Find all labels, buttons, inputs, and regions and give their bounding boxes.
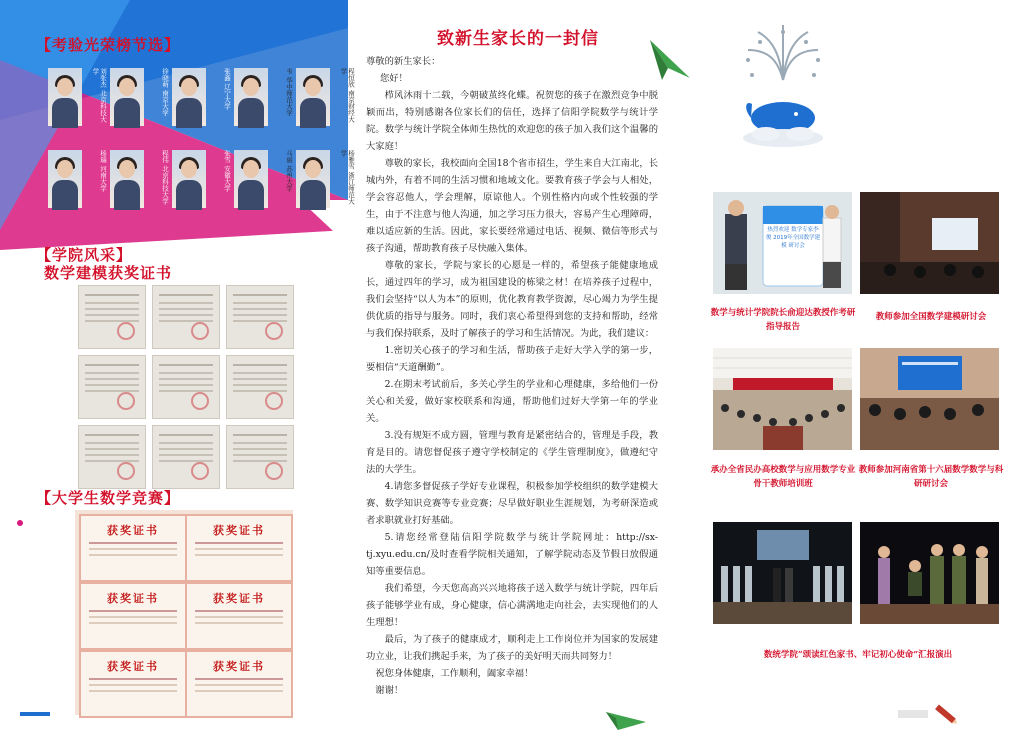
caption-training-class: 承办全省民办高校数学与应用数学专业骨干教师培训班 xyxy=(710,465,856,489)
award-certificate xyxy=(79,514,187,582)
graduates-row-2 xyxy=(48,150,354,208)
fountain-whale-icon xyxy=(738,20,828,160)
graduates-row-1 xyxy=(48,68,354,126)
letter-paragraph: 我们希望，今天您高高兴兴地将孩子送入数学与统计学院，四年后孩子能够学业有成，身心健康，信心满满地走向社会，去实现他们的人生理想！ xyxy=(366,583,658,628)
pencil-icon xyxy=(898,700,958,730)
caption-provincial-seminar: 教师参加河南省第十六届数学数学与科研研讨会 xyxy=(858,465,1004,489)
graduate-photo xyxy=(234,150,268,208)
letter-title: 致新生家长的一封信 xyxy=(437,29,599,49)
caption-performance: 数统学院“颂读红色家书、牢记初心使命”汇报演出 xyxy=(763,650,953,660)
graduate-photo xyxy=(48,68,82,126)
graduate-card xyxy=(234,150,292,208)
college-style-title: 【学院风采】 xyxy=(36,246,133,264)
award-certificate xyxy=(79,650,187,718)
letter-greeting: 您好！ xyxy=(379,73,408,84)
left-panel xyxy=(0,0,355,739)
graduate-card xyxy=(110,150,168,208)
graduate-card xyxy=(48,150,106,208)
graduate-caption: 杨瑞 河南大学 xyxy=(99,150,107,192)
competition-award-photo xyxy=(75,510,293,715)
letter-paragraph: 1.密切关心孩子的学习和生活，帮助孩子走好大学入学的第一步，要相信“天道酬勤”。 xyxy=(366,345,658,373)
letter-panel xyxy=(348,0,688,739)
letter-paragraph: 最后，为了孩子的健康成才，顺利走上工作岗位并为国家的发展建功立业，让我们携起手来，为了孩子的美好明天而共同努力！ xyxy=(366,634,658,662)
graduate-photo xyxy=(234,68,268,126)
photo-dean-lecture xyxy=(713,192,852,294)
award-certificate xyxy=(185,650,293,718)
graduate-photo xyxy=(296,68,330,126)
graduate-caption: 程恒欣 南京财经大学 xyxy=(339,68,355,123)
letter-paragraph: 5.请您经常登陆信阳学院数学与统计学院网址：http://sx-tj.xyu.edu.cn/及时查看学院相关通知，了解学院动态及节假日放假通知等重要信息。 xyxy=(366,532,658,577)
photo-performance-1 xyxy=(713,522,852,624)
graduate-photo xyxy=(110,150,144,208)
photo-modeling-seminar xyxy=(860,192,999,294)
graduate-photo xyxy=(172,68,206,126)
graduate-caption: 张雪 安徽大学 xyxy=(223,150,231,192)
honor-roll-title: 【考验光荣榜节选】 xyxy=(36,36,181,54)
letter-salutation: 尊敬的新生家长： xyxy=(366,56,441,67)
graduate-caption: 张鑫 辽宁大学 xyxy=(223,68,231,110)
modeling-certificate xyxy=(226,425,294,489)
letter-wish: 祝您身体健康，工作顺利，阖家幸福！ xyxy=(375,668,534,679)
award-certificate xyxy=(185,514,293,582)
modeling-certificate xyxy=(152,355,220,419)
award-label: 获奖证书 xyxy=(213,592,265,605)
award-label: 获奖证书 xyxy=(213,524,265,537)
modeling-certificate xyxy=(226,355,294,419)
math-competition-title: 【大学生数学竞赛】 xyxy=(36,489,181,507)
graduate-card xyxy=(48,68,106,126)
graduate-caption: 程伟 北京科技大学 xyxy=(161,150,169,205)
graduate-photo xyxy=(110,68,144,126)
award-certificate xyxy=(185,582,293,650)
graduate-card xyxy=(296,68,354,126)
modeling-certificate xyxy=(78,285,146,349)
graduate-photo xyxy=(172,150,206,208)
photos-panel xyxy=(688,0,1024,739)
letter-paragraph: 2.在期末考试前后，多关心学生的学业和心理健康，多给他们一份关心和关爱，做好家校联系和沟通，帮助他们过好大学第一年的学业关。 xyxy=(366,379,658,424)
award-label: 获奖证书 xyxy=(107,524,159,537)
letter-paragraph: 4.请您多督促孩子学好专业课程，积极参加学校组织的数学建模大赛、数学知识竞赛等专业竞赛；尽早做好职业生涯规划，为考研深造或者求职就业打好基础。 xyxy=(366,481,658,526)
graduate-photo xyxy=(296,150,330,208)
award-certificate xyxy=(79,582,187,650)
letter-thanks: 谢谢！ xyxy=(375,685,404,696)
letter-paragraph: 栉风沐雨十二载，今朝破茧终化蝶。祝贺您的孩子在激烈竞争中脱颖而出，特别感谢各位家长们的信任，选择了信阳学院数学与统计学院。数学与统计学院全体师生热忱的欢迎您的孩子加入我们这个温馨的大家庭！ xyxy=(366,90,658,152)
graduate-card xyxy=(172,150,230,208)
modeling-certificate xyxy=(226,285,294,349)
letter-paragraph: 尊敬的家长，学院与家长的心愿是一样的，希望孩子能健康地成长，通过四年的学习，成为祖国建设的栋梁之材！在培养孩子过程中，我们会坚持“以人为本”的原则，优化教育教学资源，尽心竭力为学生提供优质的指导与服务。同时，我们衷心希望得到您的支持和帮助，经常与我们保持联系，及时了解孩子的学习和生活情况。为此，我们建议： xyxy=(366,260,658,339)
modeling-cert-grid xyxy=(78,285,294,489)
modeling-certificate xyxy=(78,355,146,419)
graduate-caption: 韦 华中师范大学 xyxy=(285,68,293,116)
letter-paragraph: 3.没有规矩不成方圆，管理与教育是紧密结合的，管理是手段，教育是目的。请您督促孩子遵守学校制定的《学生管理制度》，做遵纪守法的大学生。 xyxy=(366,430,658,475)
graduate-photo xyxy=(48,150,82,208)
paper-plane-icon-bottom xyxy=(606,700,646,730)
award-label: 获奖证书 xyxy=(107,592,159,605)
photo-performance-2 xyxy=(860,522,999,624)
modeling-certificate xyxy=(152,285,220,349)
modeling-certificate xyxy=(152,425,220,489)
photo-provincial-seminar xyxy=(860,348,999,450)
award-label: 获奖证书 xyxy=(107,660,159,673)
caption-modeling-seminar: 教师参加全国数学建模研讨会 xyxy=(875,312,987,322)
caption-dean-lecture: 数学与统计学院院长俞迎达教授作考研指导报告 xyxy=(710,308,856,332)
letter-paragraph: 尊敬的家长，我校面向全国18个省市招生，学生来自大江南北，长城内外，有着不同的生活习惯和地域文化。要教育孩子学会与人相处，学会容忍他人，学会理解，原谅他人。个别性格内向或个性较强的学生，由于不注意与他人沟通，加之学习压力很大，容易产生心理障碍，难以适应新的生活。因此，家长要经常通过电话、视频、微信等形式与孩子沟通，帮助教育孩子尽快融入集体。 xyxy=(366,158,658,254)
graduate-caption: 刘张杰 北京科技大学 xyxy=(91,68,107,123)
graduate-card xyxy=(172,68,230,126)
graduate-caption: 杨雅雪 浙江师范大学 xyxy=(339,150,355,205)
modeling-certificate xyxy=(78,425,146,489)
graduate-card xyxy=(234,68,292,126)
photo-banner-text: 热烈欢迎 数学专家李俊 2019年全国数学建模 研讨会 xyxy=(765,227,821,249)
graduate-caption: 马丽 苏州大学 xyxy=(285,150,293,192)
modeling-cert-subtitle: 数学建模获奖证书 xyxy=(44,264,173,282)
graduate-card xyxy=(110,68,168,126)
graduate-card xyxy=(296,150,354,208)
graduate-caption: 徐晓萌 南京大学 xyxy=(161,68,169,116)
photo-training-class xyxy=(713,348,852,450)
letter-body xyxy=(366,53,658,699)
award-label: 获奖证书 xyxy=(213,660,265,673)
